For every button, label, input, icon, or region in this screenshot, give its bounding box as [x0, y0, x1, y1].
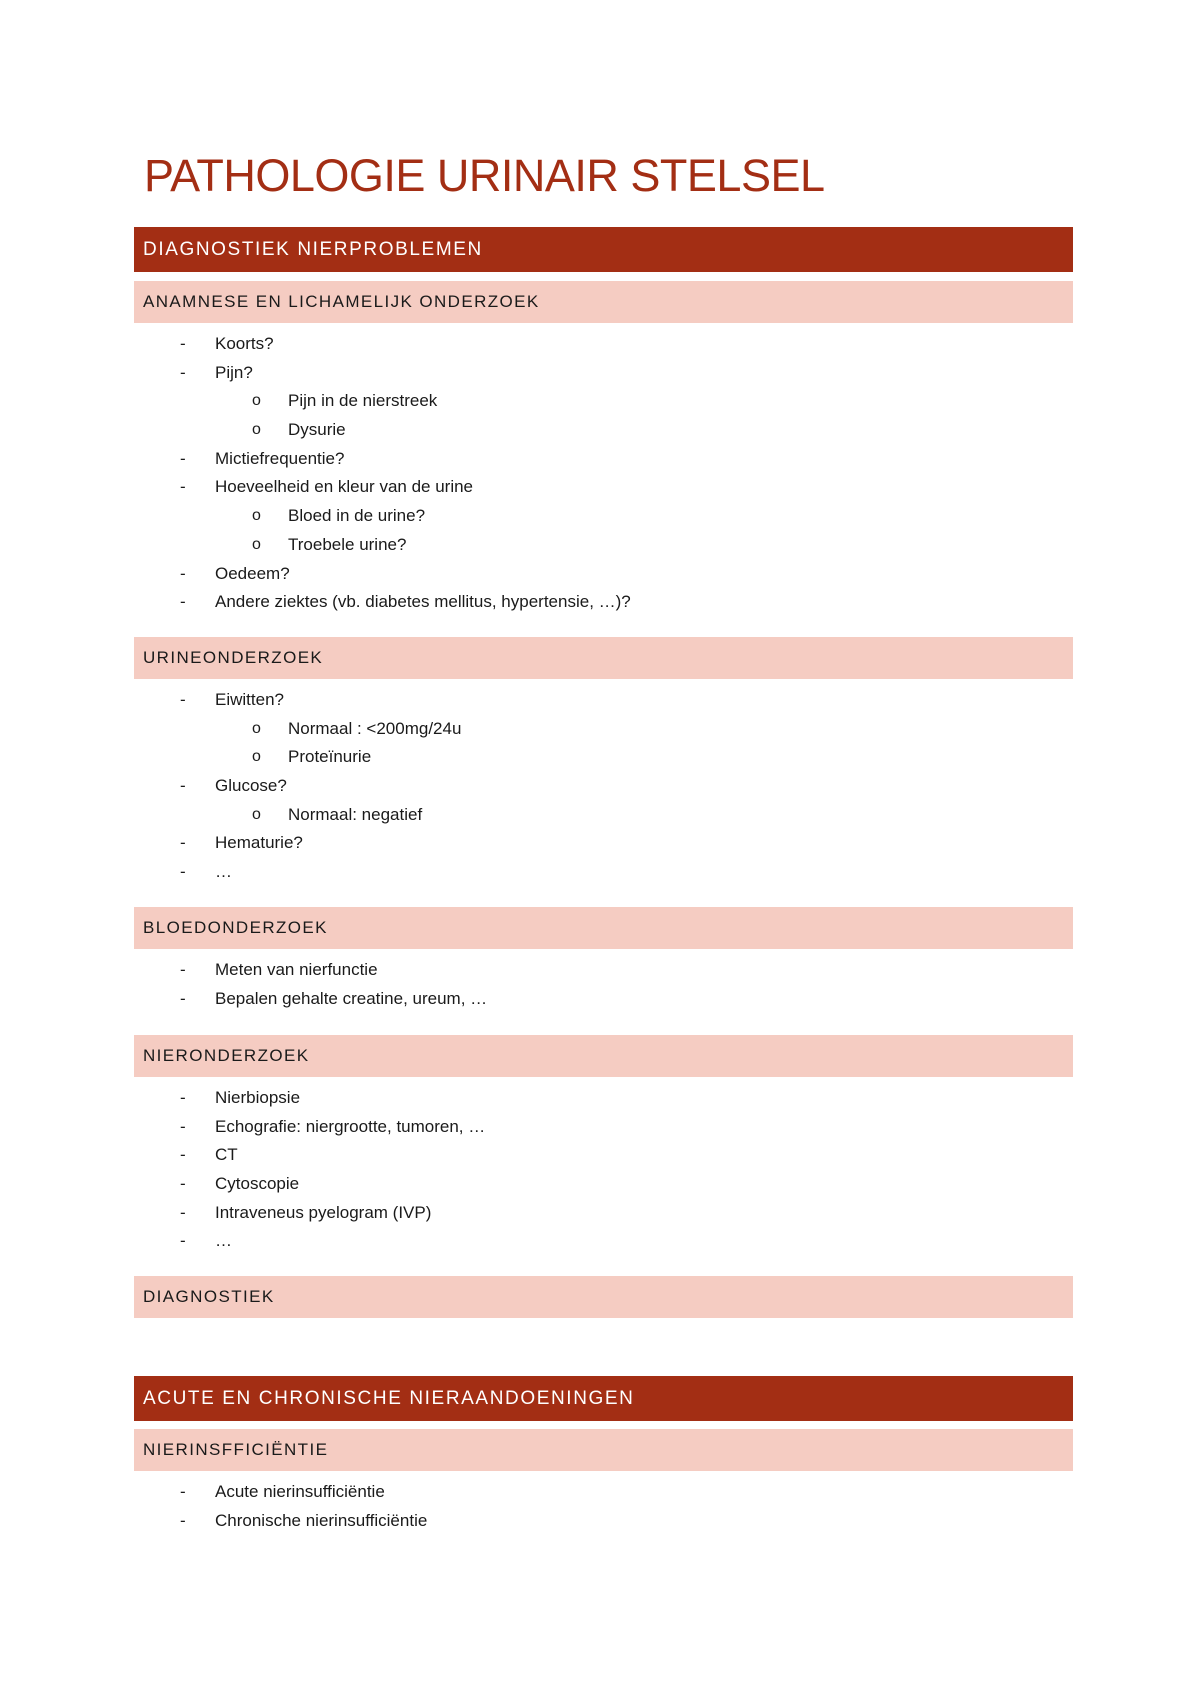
dash-bullet: - [180, 334, 186, 353]
list-item-text: Bloed in de urine? [288, 506, 426, 526]
list-item [134, 416, 1034, 445]
list-item-text: CT [215, 1145, 238, 1165]
list-item-text: … [215, 862, 232, 882]
dash-bullet: - [180, 1174, 186, 1194]
section-heading-text: DIAGNOSTIEK NIERPROBLEMEN [143, 238, 483, 260]
dash-bullet: - [180, 1088, 186, 1107]
circle-bullet: o [252, 535, 261, 553]
circle-bullet: o [252, 507, 261, 525]
list-item [134, 686, 1034, 715]
dash-bullet: - [180, 592, 186, 612]
list-item-text: Pijn? [215, 362, 253, 382]
document-title: PATHOLOGIE URINAIR STELSEL [144, 150, 825, 201]
dash-bullet: - [180, 1231, 186, 1251]
list-item [134, 1199, 1034, 1228]
dash-bullet: - [180, 690, 186, 709]
list-item-text: Eiwitten? [215, 690, 284, 709]
subsection-heading-text: DIAGNOSTIEK [143, 1287, 275, 1306]
dash-bullet: - [180, 1510, 186, 1530]
list-item [134, 531, 1034, 560]
list-nieronderzoek [134, 1084, 1034, 1256]
circle-bullet: o [252, 805, 261, 823]
dash-bullet: - [180, 776, 186, 796]
subsection-heading-nierinsufficientie [134, 1429, 1073, 1471]
subsection-heading-text: NIERONDERZOEK [143, 1046, 310, 1065]
dash-bullet: - [180, 1145, 186, 1165]
section-heading-diagnostiek-nierproblemen [134, 227, 1073, 272]
list-item [134, 858, 1034, 887]
list-item-text: Normaal : <200mg/24u [288, 718, 462, 738]
list-item-text: Koorts? [215, 334, 274, 353]
list-item [134, 1170, 1034, 1199]
dash-bullet: - [180, 833, 186, 853]
subsection-heading-text: BLOEDONDERZOEK [143, 918, 328, 937]
list-item [134, 1141, 1034, 1170]
circle-bullet: o [252, 421, 261, 439]
list-item [134, 1227, 1034, 1256]
subsection-heading-diagnostiek [134, 1276, 1073, 1318]
circle-bullet: o [252, 719, 261, 737]
dash-bullet: - [180, 563, 186, 583]
circle-bullet: o [252, 392, 261, 410]
list-item [134, 1084, 1034, 1113]
list-item [134, 1113, 1034, 1142]
list-item-text: Troebele urine? [288, 534, 407, 554]
list-item-text: … [215, 1231, 232, 1251]
circle-bullet: o [252, 748, 261, 766]
list-item [134, 956, 1034, 985]
list-item-text: Oedeem? [215, 563, 290, 583]
list-item [134, 588, 1034, 617]
subsection-heading-text: URINEONDERZOEK [143, 648, 324, 667]
list-item-text: Bepalen gehalte creatine, ureum, … [215, 988, 488, 1008]
dash-bullet: - [180, 960, 186, 979]
list-item-text: Glucose? [215, 776, 287, 796]
list-item-text: Meten van nierfunctie [215, 960, 378, 979]
dash-bullet: - [180, 1202, 186, 1222]
dash-bullet: - [180, 448, 186, 468]
list-item [134, 473, 1034, 502]
section-heading-acute-chronische [134, 1376, 1073, 1421]
list-item [134, 715, 1034, 744]
list-nierinsufficientie [134, 1478, 1034, 1535]
list-item-text: Mictiefrequentie? [215, 448, 345, 468]
list-item [134, 801, 1034, 830]
list-item-text: Intraveneus pyelogram (IVP) [215, 1202, 432, 1222]
list-urineonderzoek [134, 686, 1034, 887]
subsection-heading-urineonderzoek [134, 637, 1073, 679]
list-item [134, 359, 1034, 388]
list-item-text: Echografie: niergrootte, tumoren, … [215, 1116, 486, 1136]
dash-bullet: - [180, 477, 186, 497]
dash-bullet: - [180, 988, 186, 1008]
list-item [134, 772, 1034, 801]
list-item-text: Andere ziektes (vb. diabetes mellitus, hypertensie, …)? [215, 592, 631, 612]
subsection-heading-text: ANAMNESE EN LICHAMELIJK ONDERZOEK [143, 292, 540, 311]
list-item [134, 1478, 1034, 1507]
list-item-text: Proteïnurie [288, 747, 372, 767]
section-heading-text: ACUTE EN CHRONISCHE NIERAANDOENINGEN [143, 1387, 635, 1409]
list-item [134, 330, 1034, 359]
subsection-heading-text: NIERINSFFICIËNTIE [143, 1440, 329, 1459]
list-item [134, 560, 1034, 589]
subsection-heading-nieronderzoek [134, 1035, 1073, 1077]
list-item [134, 743, 1034, 772]
list-item-text: Dysurie [288, 420, 346, 440]
list-item-text: Hematurie? [215, 833, 303, 853]
subsection-heading-bloedonderzoek [134, 907, 1073, 949]
list-item-text: Nierbiopsie [215, 1088, 301, 1107]
dash-bullet: - [180, 1116, 186, 1136]
list-item-text: Acute nierinsufficiëntie [215, 1482, 385, 1501]
subsection-heading-anamnese [134, 281, 1073, 323]
list-item-text: Chronische nierinsufficiëntie [215, 1510, 428, 1530]
list-item [134, 985, 1034, 1014]
list-bloedonderzoek [134, 956, 1034, 1013]
list-item-text: Pijn in de nierstreek [288, 391, 438, 411]
list-item-text: Normaal: negatief [288, 804, 423, 824]
dash-bullet: - [180, 362, 186, 382]
dash-bullet: - [180, 862, 186, 882]
list-item-text: Cytoscopie [215, 1174, 300, 1194]
list-item-text: Hoeveelheid en kleur van de urine [215, 477, 474, 497]
list-item [134, 1507, 1034, 1536]
list-item [134, 445, 1034, 474]
list-item [134, 829, 1034, 858]
list-item [134, 502, 1034, 531]
dash-bullet: - [180, 1482, 186, 1501]
list-item [134, 387, 1034, 416]
list-anamnese [134, 330, 1034, 617]
